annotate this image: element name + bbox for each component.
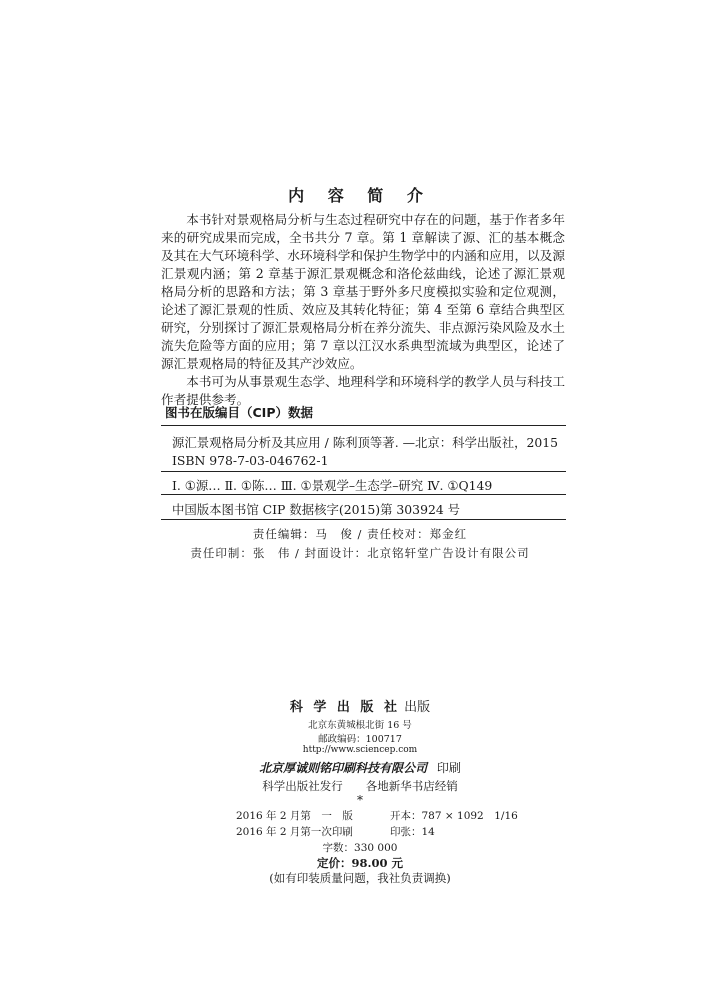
summary-paragraph-2: 本书可为从事景观生态学、地理科学和环境科学的教学人员与科技工作者提供参考。	[161, 374, 565, 407]
format-info: 开本：787 × 1092 1/16	[390, 810, 518, 822]
production-credits: 责任印制：张 伟 / 封面设计：北京铭轩堂广告设计有限公司	[190, 546, 530, 560]
sheet-count: 印张：14	[390, 826, 435, 838]
publisher-line	[0, 696, 720, 715]
printing-line: 2016 年 2 月第一次印刷	[236, 826, 353, 838]
cip-top-rule	[161, 425, 566, 426]
editor-credits: 责任编辑：马 俊 / 责任校对：郑金红	[252, 527, 468, 541]
publisher-name: 科 学 出 版 社	[289, 700, 400, 715]
publisher-address: 北京东黄城根北街 16 号	[308, 720, 412, 731]
cip-lower-rule	[161, 494, 566, 495]
publish-verb: 出版	[404, 700, 431, 715]
summary-body	[161, 211, 565, 409]
printer-line	[0, 759, 720, 776]
cip-classification: Ⅰ. ①源… Ⅱ. ①陈… Ⅲ. ①景观学–生态学–研究 Ⅳ. ①Q149	[172, 478, 493, 493]
printer-name: 北京厚诚则铭印刷科技有限公司	[259, 761, 428, 775]
edition-line: 2016 年 2 月第 一 版	[236, 810, 353, 822]
summary-title: 内 容 简 介	[288, 186, 432, 205]
word-count: 字数：330 000	[322, 842, 398, 854]
price: 定价：98.00 元	[316, 856, 403, 870]
website: http://www.sciencep.com	[302, 745, 418, 755]
quality-note: (如有印装质量问题，我社负责调换)	[269, 871, 451, 885]
summary-paragraph-1: 本书针对景观格局分析与生态过程研究中存在的问题，基于作者多年来的研究成果而完成，全书共分 7 章。第 1 章解读了源、汇的基本概念及其在大气环境科学、水环境科学和保护生物学中的内涵和应用，以及源汇景观内涵；第 2 章基于源汇景观概念和洛伦兹曲线，论述了源汇景观格局分析的思路和方法；第 3 章基于野外多尺度模拟实验和定位观测，论述了源汇景观的性质、效应及其转化特征；第 4 至第 6 章结合典型区研究，分别探讨了源汇景观格局分析在养分流失、非点源污染风险及水土流失危险等方面的应用；第 7 章以江汉水系典型流域为典型区，论述了源汇景观格局的特征及其产沙效应。	[161, 212, 565, 371]
distribution-line: 科学出版社发行 各地新华书店经销	[262, 779, 458, 793]
postcode: 邮政编码：100717	[318, 734, 402, 745]
cip-record-number: 中国版本图书馆 CIP 数据核字(2015)第 303924 号	[172, 502, 461, 517]
separator-star: *	[357, 793, 363, 807]
cip-mid-rule	[161, 471, 566, 472]
cip-heading: 图书在版编目（CIP）数据	[165, 405, 313, 420]
cip-bottom-rule	[161, 519, 566, 520]
cip-title-line: 源汇景观格局分析及其应用 / 陈利顶等著. —北京：科学出版社，2015	[172, 435, 559, 450]
cip-isbn: ISBN 978-7-03-046762-1	[172, 453, 329, 468]
print-verb: 印刷	[436, 761, 461, 775]
